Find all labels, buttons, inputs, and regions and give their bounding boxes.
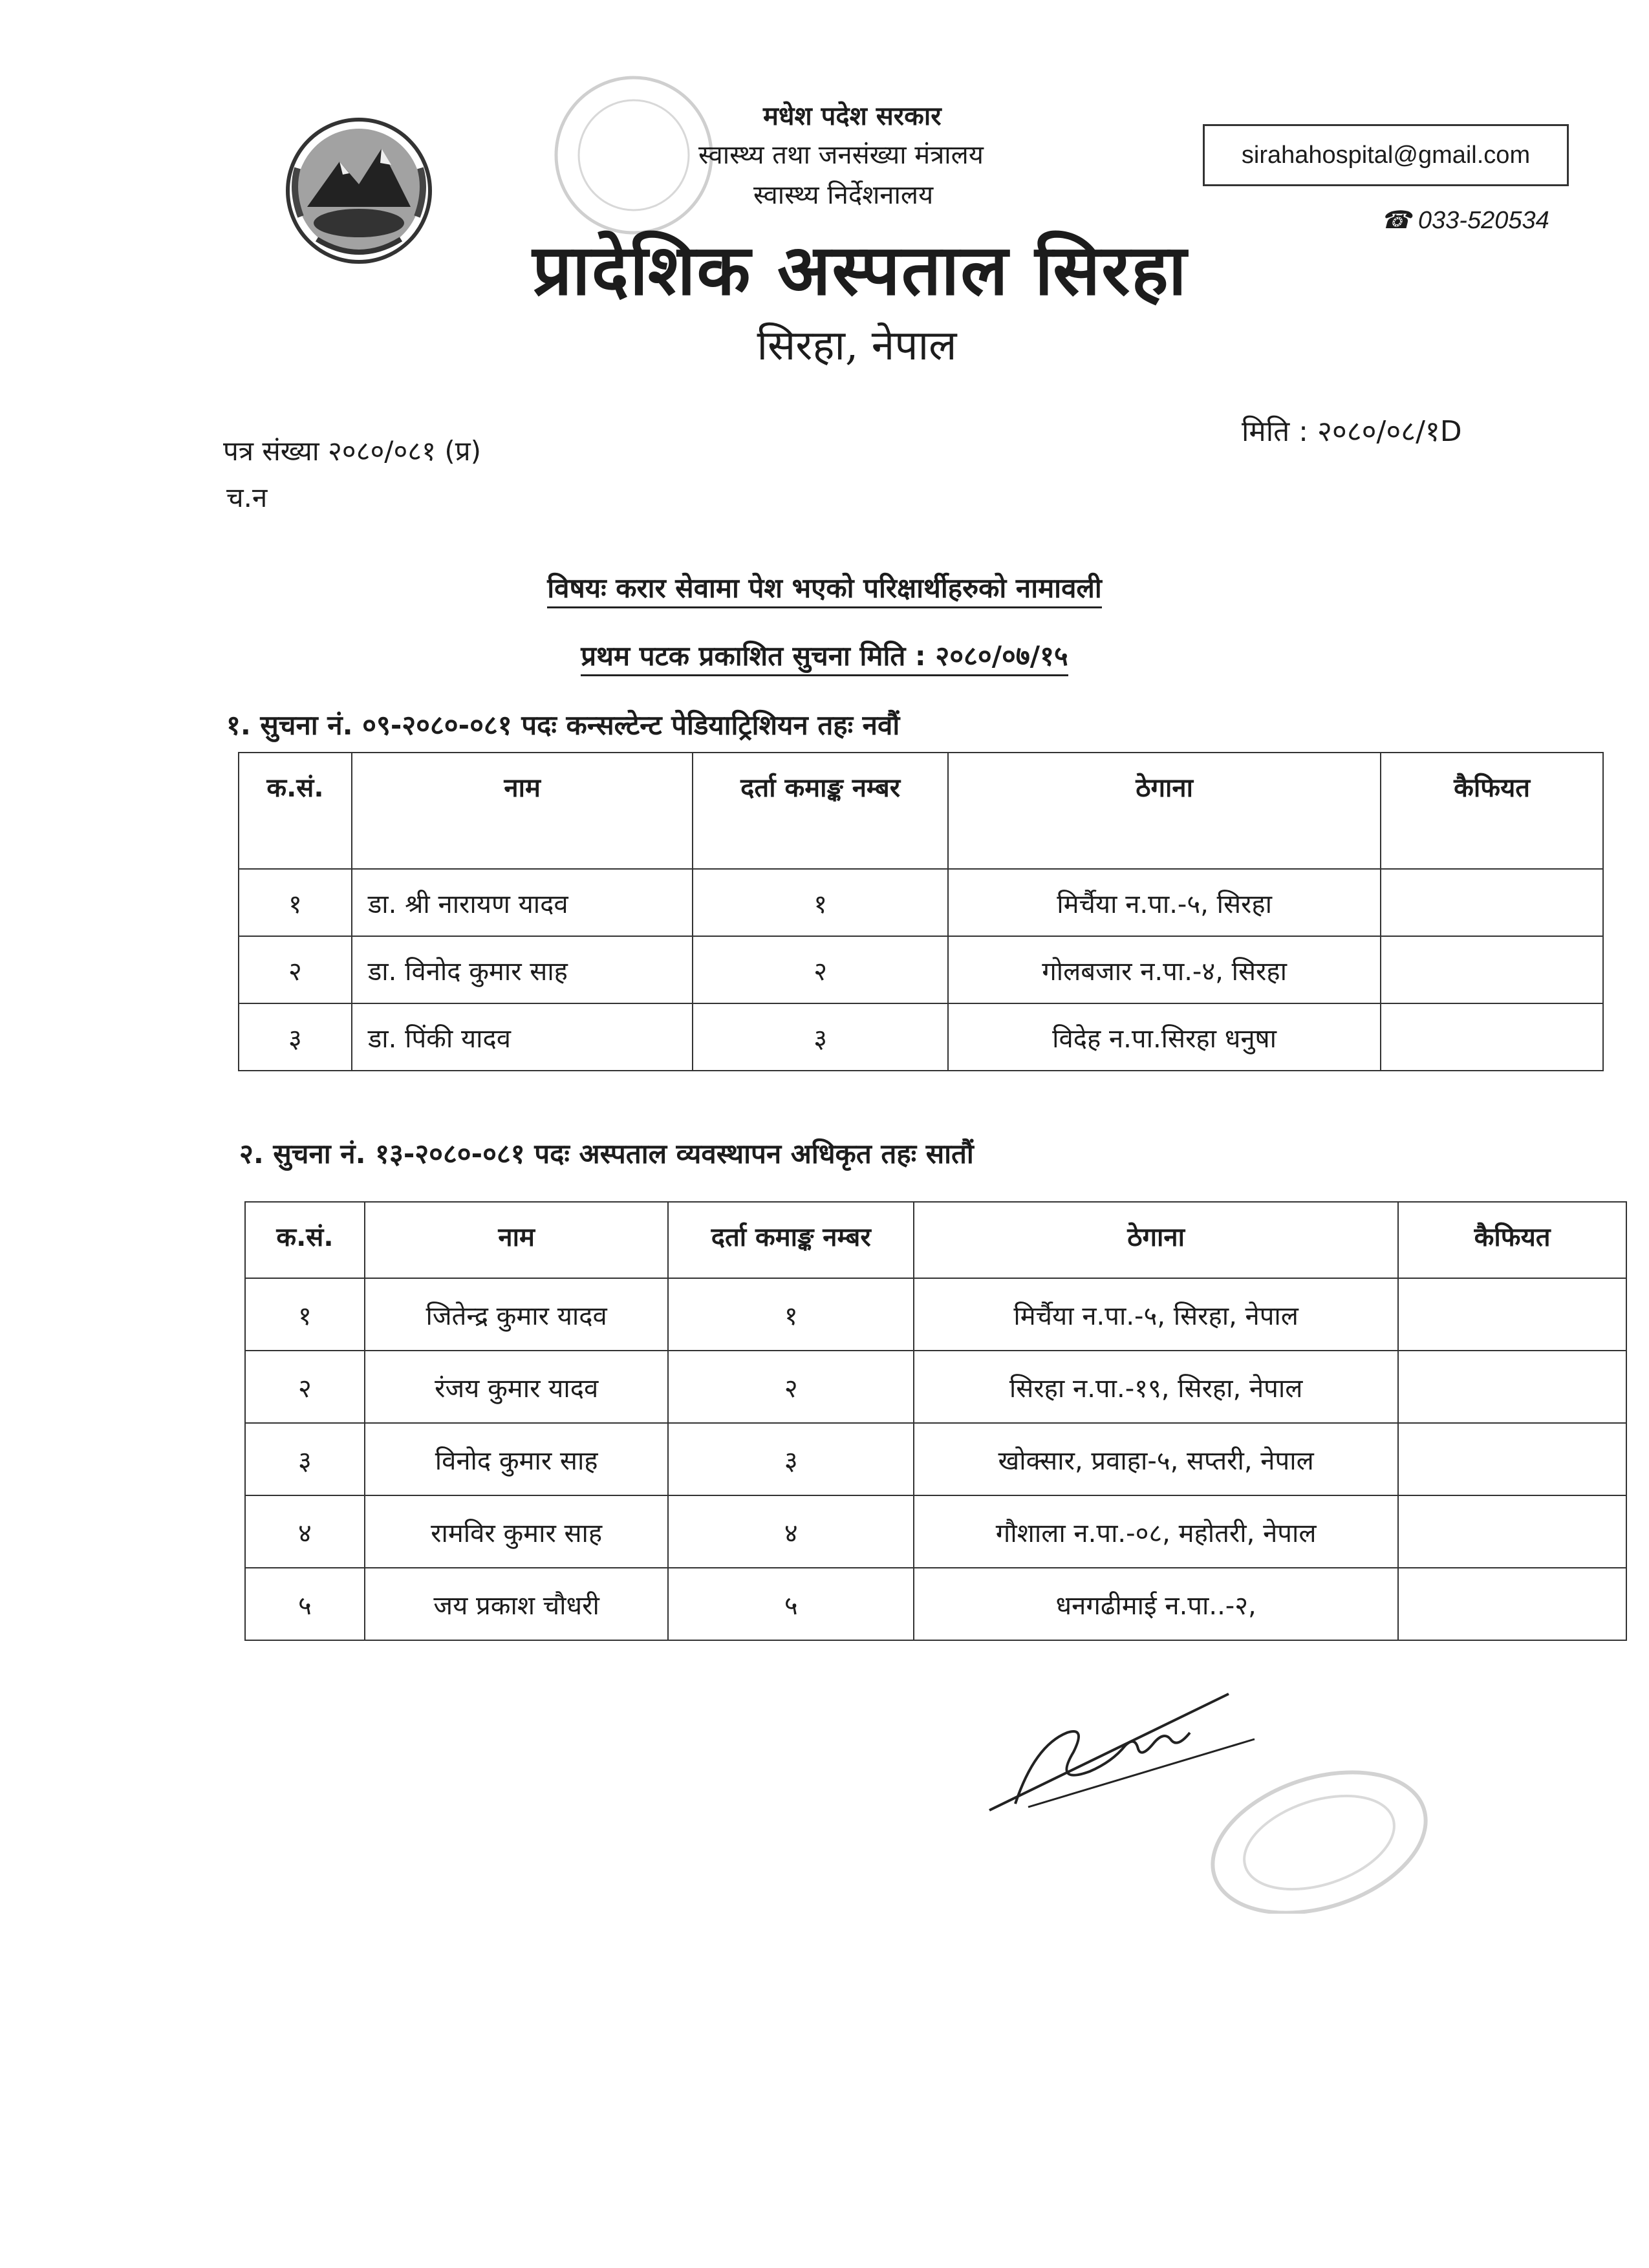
cell-name: रामविर कुमार साह	[365, 1495, 669, 1568]
table-row	[239, 1003, 1603, 1071]
cell-remarks	[1398, 1495, 1626, 1568]
reference-number: पत्र संख्या २०८०/०८१ (प्र)	[223, 435, 481, 467]
cell-reg: ३	[693, 1003, 948, 1071]
cell-sn: ५	[245, 1568, 365, 1640]
cell-name: विनोद कुमार साह	[365, 1423, 669, 1495]
cell-sn: ३	[239, 1003, 352, 1071]
cell-address: सिरहा न.पा.-१९, सिरहा, नेपाल	[914, 1351, 1398, 1423]
col-name: नाम	[352, 753, 693, 869]
section2-heading: २. सुचना नं. १३-२०८०-०८१ पदः अस्पताल व्यवस्थापन अधिकृत तहः सातौं	[239, 1138, 974, 1170]
cell-name: जितेन्द्र कुमार यादव	[365, 1278, 669, 1351]
directorate-name: स्वास्थ्य निर्देशनालय	[753, 180, 934, 210]
table-row	[245, 1278, 1626, 1351]
cell-name: डा. विनोद कुमार साह	[352, 936, 693, 1003]
cell-reg: १	[693, 869, 948, 936]
cell-address: धनगढीमाई न.पा..-२,	[914, 1568, 1398, 1640]
cell-remarks	[1398, 1278, 1626, 1351]
letter-date: मिति : २०८०/०८/१D	[1242, 415, 1462, 448]
cell-name: रंजय कुमार यादव	[365, 1351, 669, 1423]
cell-address: मिर्चैया न.पा.-५, सिरहा	[948, 869, 1381, 936]
cell-sn: १	[239, 869, 352, 936]
hospital-name: प्रादेशिक अस्पताल सिरहा	[532, 230, 1188, 311]
office-seal-stamp	[1190, 1759, 1449, 1914]
cell-remarks	[1398, 1568, 1626, 1640]
cell-sn: ३	[245, 1423, 365, 1495]
cell-reg: २	[668, 1351, 914, 1423]
cell-sn: ४	[245, 1495, 365, 1568]
cell-address: मिर्चैया न.पा.-५, सिरहा, नेपाल	[914, 1278, 1398, 1351]
cell-remarks	[1398, 1423, 1626, 1495]
govt-name: मधेश पदेश सरकार	[763, 101, 942, 131]
cell-sn: २	[245, 1351, 365, 1423]
cell-name: जय प्रकाश चौधरी	[365, 1568, 669, 1640]
table-row	[239, 869, 1603, 936]
cell-reg: ४	[668, 1495, 914, 1568]
cell-reg: ५	[668, 1568, 914, 1640]
cell-address: गोलबजार न.पा.-४, सिरहा	[948, 936, 1381, 1003]
cell-name: डा. पिंकी यादव	[352, 1003, 693, 1071]
publication-text: प्रथम पटक प्रकाशित सुचना मिति : २०८०/०७/१५	[581, 640, 1068, 676]
email-text: sirahahospital@gmail.com	[1241, 141, 1531, 169]
cell-remarks	[1381, 936, 1603, 1003]
cell-sn: १	[245, 1278, 365, 1351]
col-sn: क.सं.	[239, 753, 352, 869]
cell-name: डा. श्री नारायण यादव	[352, 869, 693, 936]
cell-reg: १	[668, 1278, 914, 1351]
col-address: ठेगाना	[914, 1202, 1398, 1278]
table-row	[245, 1351, 1626, 1423]
cell-remarks	[1398, 1351, 1626, 1423]
table-row	[245, 1568, 1626, 1640]
col-address: ठेगाना	[948, 753, 1381, 869]
col-remarks: कैफियत	[1398, 1202, 1626, 1278]
publication-date-line	[0, 637, 1649, 674]
cell-address: विदेह न.पा.सिरहा धनुषा	[948, 1003, 1381, 1071]
col-name: नाम	[365, 1202, 669, 1278]
table-row	[245, 1495, 1626, 1568]
cell-reg: २	[693, 936, 948, 1003]
table-row	[239, 936, 1603, 1003]
email-box	[1203, 124, 1569, 186]
ministry-name: स्वास्थ्य तथा जनसंख्या मंत्रालय	[698, 140, 984, 170]
cell-remarks	[1381, 869, 1603, 936]
cell-address: खोक्सार, प्रवाहा-५, सप्तरी, नेपाल	[914, 1423, 1398, 1495]
table-header-row	[239, 753, 1603, 869]
dispatch-number: च.न	[226, 482, 268, 513]
subject-text: विषयः करार सेवामा पेश भएको परिक्षार्थीहरुको नामावली	[547, 572, 1102, 608]
table-row	[245, 1423, 1626, 1495]
section1-table	[238, 752, 1604, 1071]
cell-address: गौशाला न.पा.-०८, महोतरी, नेपाल	[914, 1495, 1398, 1568]
section2-table	[244, 1201, 1627, 1641]
section1-heading: १. सुचना नं. ०९-२०८०-०८१ पदः कन्सल्टेन्ट पेडियाट्रिशियन तहः नवौं	[226, 709, 900, 741]
hospital-location: सिरहा, नेपाल	[757, 322, 957, 370]
subject-line	[0, 569, 1649, 606]
col-sn: क.सं.	[245, 1202, 365, 1278]
col-reg: दर्ता कमाङ्क नम्बर	[668, 1202, 914, 1278]
col-reg: दर्ता कमाङ्क नम्बर	[693, 753, 948, 869]
cell-remarks	[1381, 1003, 1603, 1071]
col-remarks: कैफियत	[1381, 753, 1603, 869]
table-header-row	[245, 1202, 1626, 1278]
cell-reg: ३	[668, 1423, 914, 1495]
cell-sn: २	[239, 936, 352, 1003]
phone-text: 033-520534	[1417, 207, 1549, 234]
phone-icon: ☎	[1381, 207, 1418, 234]
